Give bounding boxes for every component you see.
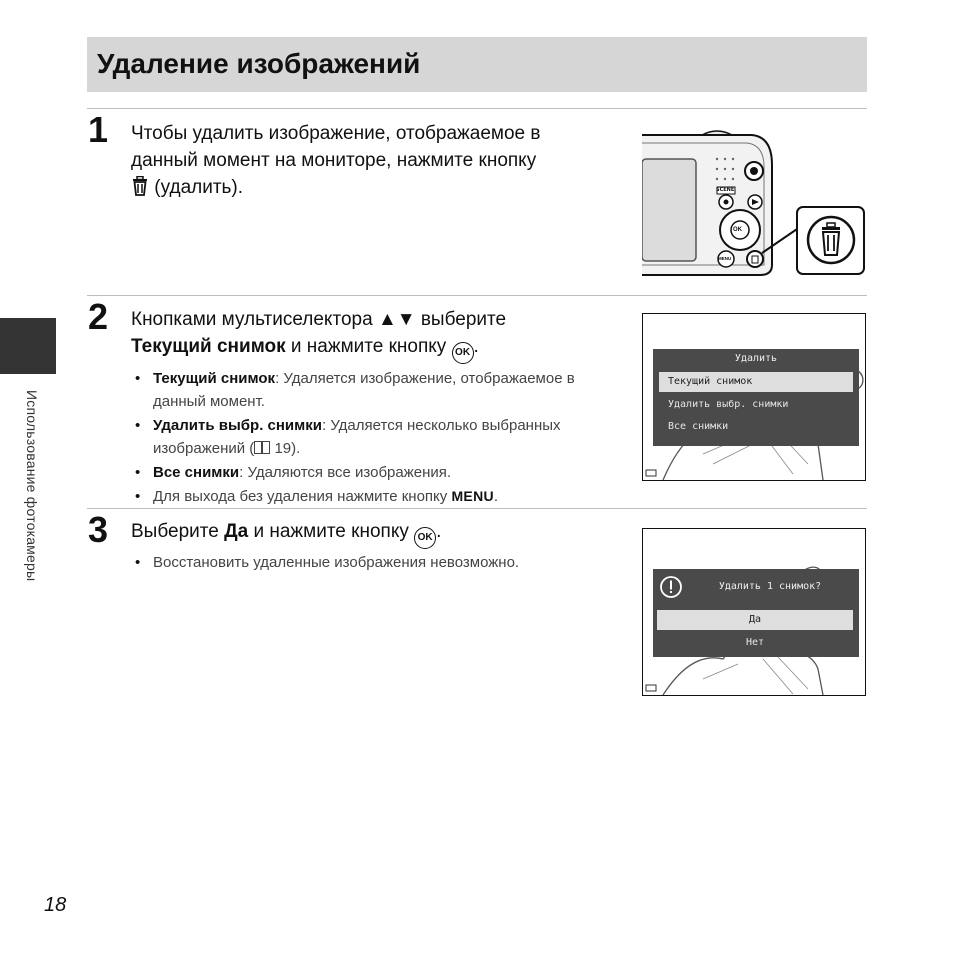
divider-step1 <box>87 108 867 109</box>
ok-button-icon: OK <box>414 527 436 549</box>
step1-line3-wrap <box>131 174 631 201</box>
menu-button-label: MENU <box>451 488 494 504</box>
step2-line2-post: и нажмите кнопку <box>285 336 447 357</box>
step3-number: 3 <box>88 509 109 550</box>
confirm-question: Удалить 1 снимок? <box>718 581 822 592</box>
bullet-all-images: • Все снимки: Удаляются все изображения. <box>131 461 621 484</box>
warning-icon <box>659 575 683 599</box>
delete-menu-screen <box>642 313 866 481</box>
step1-text <box>131 120 631 201</box>
bullet-current-image: • Текущий снимок: Удаляется изображение, отображаемое в данный момент. <box>131 367 621 413</box>
page-number: 18 <box>44 894 67 916</box>
page-title: Удаление изображений <box>97 48 421 79</box>
bullet-selected-images: • Удалить выбр. снимки: Удаляется несколько выбранных изображений ( 19). <box>131 414 621 460</box>
camera-scene-label: SCENE <box>716 187 735 193</box>
confirm-delete-screen <box>642 528 866 696</box>
side-label-text: Использование фотокамеры <box>24 390 40 582</box>
step2-line1-post: выберите <box>415 309 507 330</box>
step3-line-bold: Да <box>224 521 249 542</box>
camera-body-graphic <box>642 125 866 277</box>
step2-bullets <box>131 367 621 509</box>
menu-item-delete-selected[interactable]: Удалить выбр. снимки <box>668 399 789 410</box>
confirm-dialog-panel <box>653 569 859 657</box>
step2-line2-bold: Текущий снимок <box>131 336 286 357</box>
step3-text: Выберите Да и нажмите кнопку OK . <box>131 518 631 549</box>
menu-item-all-images[interactable]: Все снимки <box>668 421 729 432</box>
menu-item-current-image[interactable]: Текущий снимок <box>659 372 853 392</box>
step3-line-post: и нажмите кнопку <box>248 521 409 542</box>
side-label <box>24 390 48 630</box>
step2-line1-pre: Кнопками мультиселектора <box>131 309 378 330</box>
step1-line2: данный момент на мониторе, нажмите кнопку <box>131 150 537 171</box>
step1-number: 1 <box>88 109 109 150</box>
trash-icon <box>131 176 149 196</box>
camera-menu-label: MENU <box>718 256 732 261</box>
confirm-yes-option[interactable]: Да <box>657 610 853 630</box>
step1-line3: (удалить). <box>154 177 244 198</box>
confirm-no-option[interactable]: Нет <box>745 637 765 648</box>
delete-menu-header: Удалить <box>734 353 778 364</box>
bullet-cannot-restore: • Восстановить удаленные изображения невозможно. <box>131 551 621 574</box>
step3-line-pre: Выберите <box>131 521 225 542</box>
side-tab-marker <box>0 318 56 374</box>
delete-menu-panel <box>653 349 859 446</box>
step2-text: Кнопками мультиселектора ▲▼ выберите Текущий снимок и нажмите кнопку OK . <box>131 306 631 364</box>
divider-step2 <box>87 295 867 296</box>
step2-number: 2 <box>88 296 109 337</box>
step1-line1: Чтобы удалить изображение, отображаемое в <box>131 123 541 144</box>
step3-bullets <box>131 551 621 575</box>
book-reference-icon <box>254 441 270 454</box>
step2-arrows: ▲▼ <box>377 309 416 330</box>
camera-illustration <box>642 125 866 277</box>
ok-button-icon: OK <box>452 342 474 364</box>
camera-ok-label: OK <box>733 227 742 233</box>
bullet-exit-menu: • Для выхода без удаления нажмите кнопку MENU. <box>131 485 621 508</box>
